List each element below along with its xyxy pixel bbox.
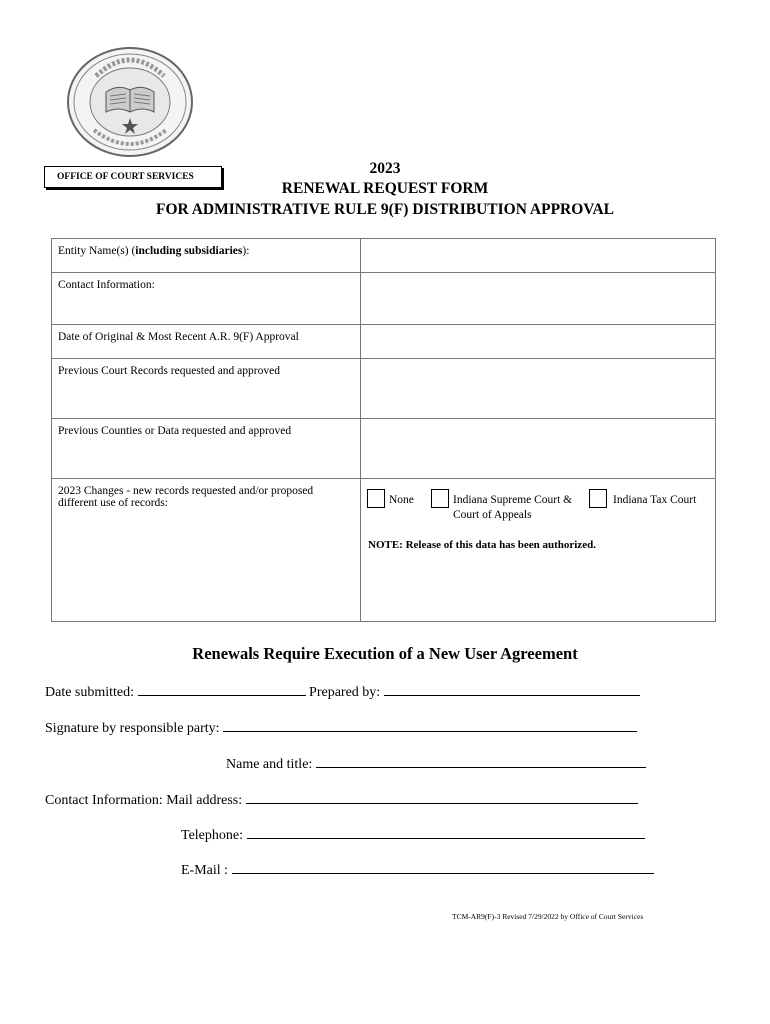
table-row	[52, 419, 716, 479]
form-year: 2023	[369, 160, 401, 177]
date-submitted-field[interactable]	[138, 682, 306, 696]
entity-name-label: Entity Name(s) (including subsidiaries):	[52, 239, 361, 273]
none-checkbox[interactable]	[367, 489, 385, 508]
email-field[interactable]	[232, 860, 654, 874]
tax-court-checkbox[interactable]	[589, 489, 607, 508]
telephone-row	[181, 825, 645, 844]
contact-info-field[interactable]	[361, 273, 716, 325]
none-label: None	[389, 494, 414, 506]
court-seal-logo	[66, 46, 194, 158]
office-label: OFFICE OF COURT SERVICES	[57, 172, 194, 182]
supreme-court-checkbox[interactable]	[431, 489, 449, 508]
form-title: RENEWAL REQUEST FORM	[281, 180, 489, 197]
mail-address-label: Contact Information: Mail address:	[45, 793, 243, 808]
signature-row	[45, 718, 637, 737]
previous-records-field[interactable]	[361, 359, 716, 419]
name-title-field[interactable]	[316, 754, 646, 768]
form-subtitle: FOR ADMINISTRATIVE RULE 9(F) DISTRIBUTION APPROVAL	[155, 201, 615, 218]
contact-info-label: Contact Information:	[52, 273, 361, 325]
date-submitted-label: Date submitted:	[45, 685, 135, 700]
table-row	[52, 479, 716, 622]
telephone-field[interactable]	[247, 825, 645, 839]
changes-field	[361, 479, 716, 622]
table-row	[52, 239, 716, 273]
signature-field[interactable]	[223, 718, 637, 732]
date-submitted-row	[45, 682, 640, 701]
prepared-by-label: Prepared by:	[309, 685, 381, 700]
renewal-info-table	[51, 238, 716, 622]
previous-records-label: Previous Court Records requested and approved	[52, 359, 361, 419]
email-label: E-Mail :	[181, 863, 229, 878]
previous-counties-field[interactable]	[361, 419, 716, 479]
mail-address-row	[45, 790, 638, 809]
name-title-row	[226, 754, 646, 773]
mail-address-field[interactable]	[246, 790, 638, 804]
prepared-by-field[interactable]	[384, 682, 640, 696]
table-row	[52, 325, 716, 359]
table-row	[52, 359, 716, 419]
changes-label: 2023 Changes - new records requested and/or proposed different use of records:	[52, 479, 361, 622]
agreement-heading: Renewals Require Execution of a New User Agreement	[192, 644, 578, 663]
name-title-label: Name and title:	[226, 757, 313, 772]
telephone-label: Telephone:	[181, 828, 243, 843]
previous-counties-label: Previous Counties or Data requested and approved	[52, 419, 361, 479]
supreme-court-label: Indiana Supreme Court & Court of Appeals	[453, 494, 573, 521]
release-note: NOTE: Release of this data has been authorized.	[368, 539, 596, 551]
form-footer: TCM-AR9(F)-3 Revised 7/29/2022 by Office of Court Services	[452, 912, 644, 921]
signature-label: Signature by responsible party:	[45, 721, 220, 736]
email-row	[181, 860, 654, 879]
tax-court-label: Indiana Tax Court	[613, 494, 697, 506]
approval-date-label: Date of Original & Most Recent A.R. 9(F) Approval	[52, 325, 361, 359]
entity-name-field[interactable]	[361, 239, 716, 273]
table-row	[52, 273, 716, 325]
approval-date-field[interactable]	[361, 325, 716, 359]
